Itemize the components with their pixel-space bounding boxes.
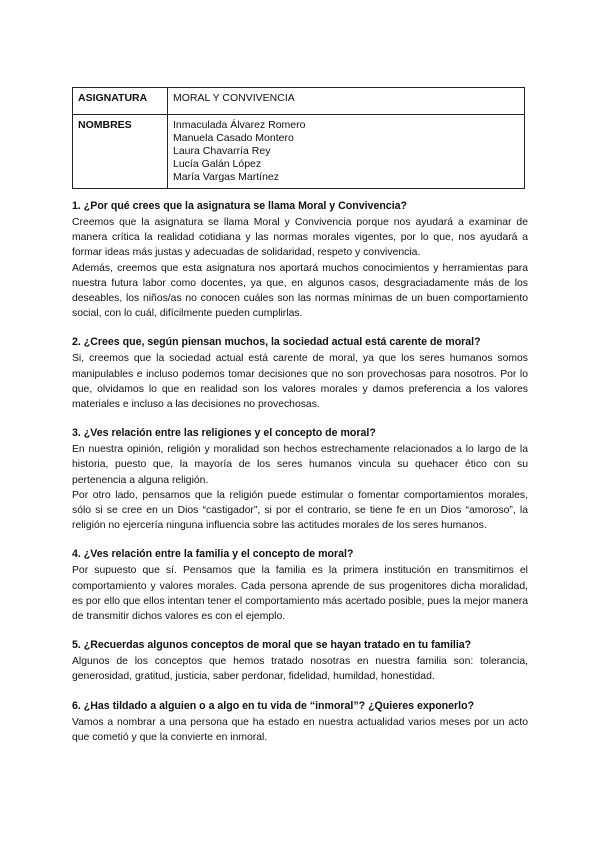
names-row (73, 115, 525, 189)
question-section-2 (72, 335, 528, 412)
question-heading: 1. ¿Por qué crees que la asignatura se llama Moral y Convivencia? (72, 200, 408, 212)
name-item: Lucía Galán López (173, 158, 262, 170)
answer-paragraph: En nuestra opinión, religión y moralidad son hechos estrechamente relacionados a lo largo de la historia, puesto que, la mayoría de los seres humanos vincula su quehacer ético con su pertenencia a alguna religión. (72, 444, 528, 486)
question-heading: 4. ¿Ves relación entre la familia y el concepto de moral? (72, 548, 354, 561)
question-section-3 (72, 426, 528, 533)
answer-paragraph: Por otro lado, pensamos que la religión puede estimular o fomentar comportamientos morales, sólo si se cree en un Dios “castigador”, si por el contrario, se tiene fe en un Dios “amoroso”, la religión no ejercería ninguna influencia sobre las actitudes morales de los seres humanos. (72, 489, 528, 532)
question-heading: 6. ¿Has tildado a alguien o a algo en tu vida de “inmoral”? ¿Quieres exponerlo? (72, 699, 475, 712)
names-list (168, 115, 525, 189)
question-section-5 (72, 638, 528, 684)
subject-value: MORAL Y CONVIVENCIA (168, 88, 525, 115)
answer-paragraph: Creemos que la asignatura se llama Moral y Convivencia porque nos ayudará a examinar de manera crítica la realidad cotidiana y las normas morales vigentes, por lo que, nos ayudará a formar ideas más justas y adecuadas de solidaridad, respeto y convivencia. (72, 217, 528, 259)
answer-paragraph: Además, creemos que esta asignatura nos aportará muchos conocimientos y herramientas para nuestra futura labor como docentes, ya que, en algunos casos, desgraciadamente más de los deseables, los niños/as no conocen cuáles son las normas mínimas de un buen comportamiento social, con lo cuál, difícilmente pueden cumplirlas. (72, 262, 528, 320)
name-item: Laura Chavarría Rey (173, 145, 271, 157)
question-heading: 5. ¿Recuerdas algunos conceptos de moral que se hayan tratado en tu familia? (72, 639, 472, 652)
info-table (72, 87, 525, 189)
questions-content (72, 199, 528, 759)
subject-row (73, 88, 525, 115)
question-section-6 (72, 699, 528, 745)
answer-paragraph: Vamos a nombrar a una persona que ha estado en nuestra actualidad varios meses por un acto que cometió y que la convierte en inmoral. (72, 716, 528, 743)
answer-paragraph: Algunos de los conceptos que hemos tratado nosotras en nuestra familia son: tolerancia, generosidad, gratitud, justicia, saber perdonar, fidelidad, humildad, honestidad. (72, 656, 528, 683)
question-section-4 (72, 547, 528, 624)
names-label: NOMBRES (73, 115, 168, 189)
question-heading: 3. ¿Ves relación entre las religiones y el concepto de moral? (72, 427, 376, 440)
question-section-1 (72, 199, 528, 321)
name-item: Manuela Casado Montero (173, 132, 294, 144)
name-item: María Vargas Martínez (173, 171, 280, 183)
answer-paragraph: Si, creemos que la sociedad actual está carente de moral, ya que los seres humanos somos manipulables e incluso podemos tomar decisiones que no son provechosas para nosotros. Por lo que, olvidamos lo que en realidad son los valores morales y damos preferencia a los valores materiales e incluso a las decisiones no provechosas. (72, 353, 528, 411)
subject-label: ASIGNATURA (73, 88, 168, 115)
name-item: Inmaculada Álvarez Romero (173, 119, 306, 131)
answer-paragraph: Por supuesto que sí. Pensamos que la familia es la primera institución en transmitirnos el comportamiento y valores morales. Cada persona aprende de sus progenitores dicha moralidad, es por ello que ellos intentan tener el comportamiento más acertado posible, pues la mejor manera de transmitir dichos valores es con el ejemplo. (72, 565, 528, 623)
question-heading: 2. ¿Crees que, según piensan muchos, la sociedad actual está carente de moral? (72, 336, 481, 349)
